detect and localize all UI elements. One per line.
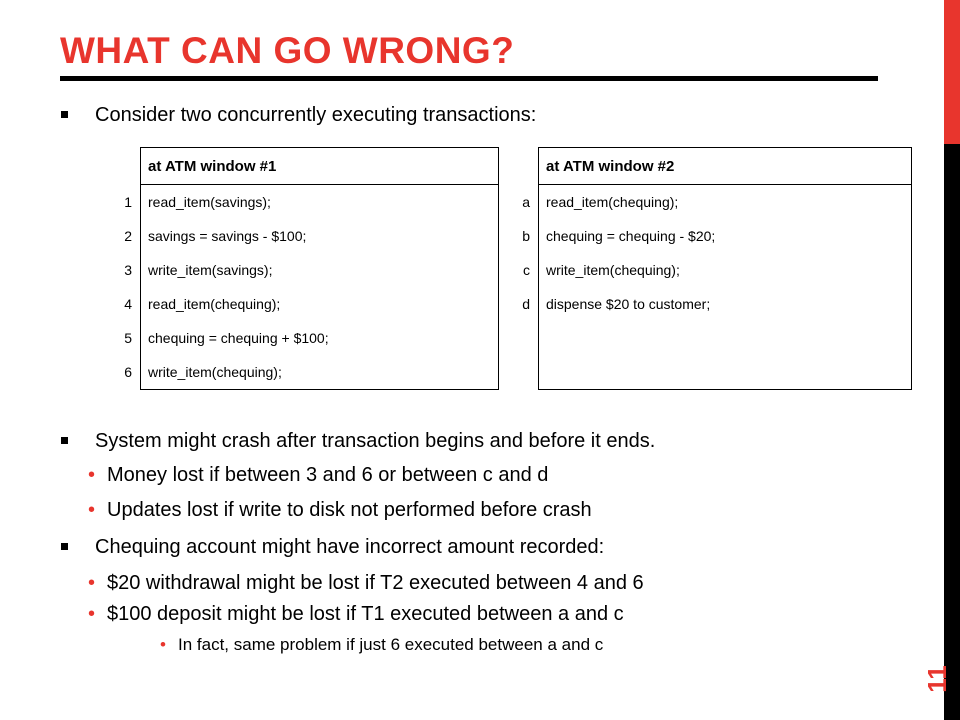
step-label — [491, 321, 539, 355]
table-header: at ATM window #2 — [539, 148, 912, 185]
table-header: at ATM window #1 — [141, 148, 499, 185]
table-row — [491, 321, 912, 355]
step-label: 6 — [124, 364, 132, 381]
table-row — [491, 185, 912, 220]
dot-bullet-icon: • — [88, 499, 96, 521]
table-row — [491, 355, 912, 390]
bullet-text: $100 deposit might be lost if T1 executed between a and c — [107, 603, 624, 625]
bullet-text: System might crash after transaction begins and before it ends. — [95, 430, 656, 452]
step-label: d — [522, 296, 530, 312]
step-label: a — [522, 193, 530, 210]
step-code: write_item(chequing); — [539, 253, 912, 287]
slide-title: WHAT CAN GO WRONG? — [60, 30, 515, 71]
dot-bullet-icon: • — [88, 603, 96, 625]
table-row — [93, 219, 499, 253]
table-row — [93, 185, 499, 220]
atm-window-1-table — [93, 147, 499, 390]
step-code: chequing = chequing - $20; — [539, 219, 912, 253]
bullet-text: $20 withdrawal might be lost if T2 executed between 4 and 6 — [107, 572, 644, 594]
dot-bullet-icon: • — [160, 635, 166, 654]
step-code: read_item(chequing); — [539, 185, 912, 220]
step-code — [539, 321, 912, 355]
step-code: chequing = chequing + $100; — [141, 321, 499, 355]
step-label: c — [523, 262, 530, 278]
table-row — [93, 253, 499, 287]
sidebar-accent-bar — [944, 0, 960, 144]
table-row — [491, 253, 912, 287]
step-label: b — [522, 228, 530, 244]
bullet-text: Money lost if between 3 and 6 or between c and d — [107, 464, 549, 486]
table-row — [93, 287, 499, 321]
step-code — [539, 355, 912, 390]
step-code: dispense $20 to customer; — [539, 287, 912, 321]
table-corner — [93, 148, 141, 185]
table-row — [491, 287, 912, 321]
step-code: write_item(chequing); — [141, 355, 499, 390]
table-row — [93, 355, 499, 390]
step-label: 5 — [124, 330, 132, 346]
step-label: 1 — [124, 193, 132, 210]
step-label — [491, 355, 539, 390]
table-corner — [491, 148, 539, 185]
step-label: 3 — [124, 262, 132, 278]
table-row — [93, 321, 499, 355]
bullet-text: Chequing account might have incorrect amount recorded: — [95, 536, 605, 558]
bullet-text: In fact, same problem if just 6 executed between a and c — [178, 635, 604, 654]
page-number: 11 — [922, 665, 952, 693]
square-bullet-icon — [61, 437, 68, 444]
bullet-text: Consider two concurrently executing transactions: — [95, 104, 537, 126]
square-bullet-icon — [61, 111, 68, 118]
square-bullet-icon — [61, 543, 68, 550]
dot-bullet-icon: • — [88, 464, 96, 486]
dot-bullet-icon: • — [88, 572, 96, 594]
step-label: 4 — [124, 296, 132, 312]
step-label: 2 — [124, 228, 132, 244]
title-underline — [60, 76, 878, 81]
step-code: savings = savings - $100; — [141, 219, 499, 253]
step-code: read_item(chequing); — [141, 287, 499, 321]
table-row — [491, 219, 912, 253]
sidebar-dark-bar — [944, 144, 960, 720]
step-code: write_item(savings); — [141, 253, 499, 287]
step-code: read_item(savings); — [141, 185, 499, 220]
atm-window-2-table — [491, 147, 912, 390]
bullet-text: Updates lost if write to disk not performed before crash — [107, 499, 592, 521]
